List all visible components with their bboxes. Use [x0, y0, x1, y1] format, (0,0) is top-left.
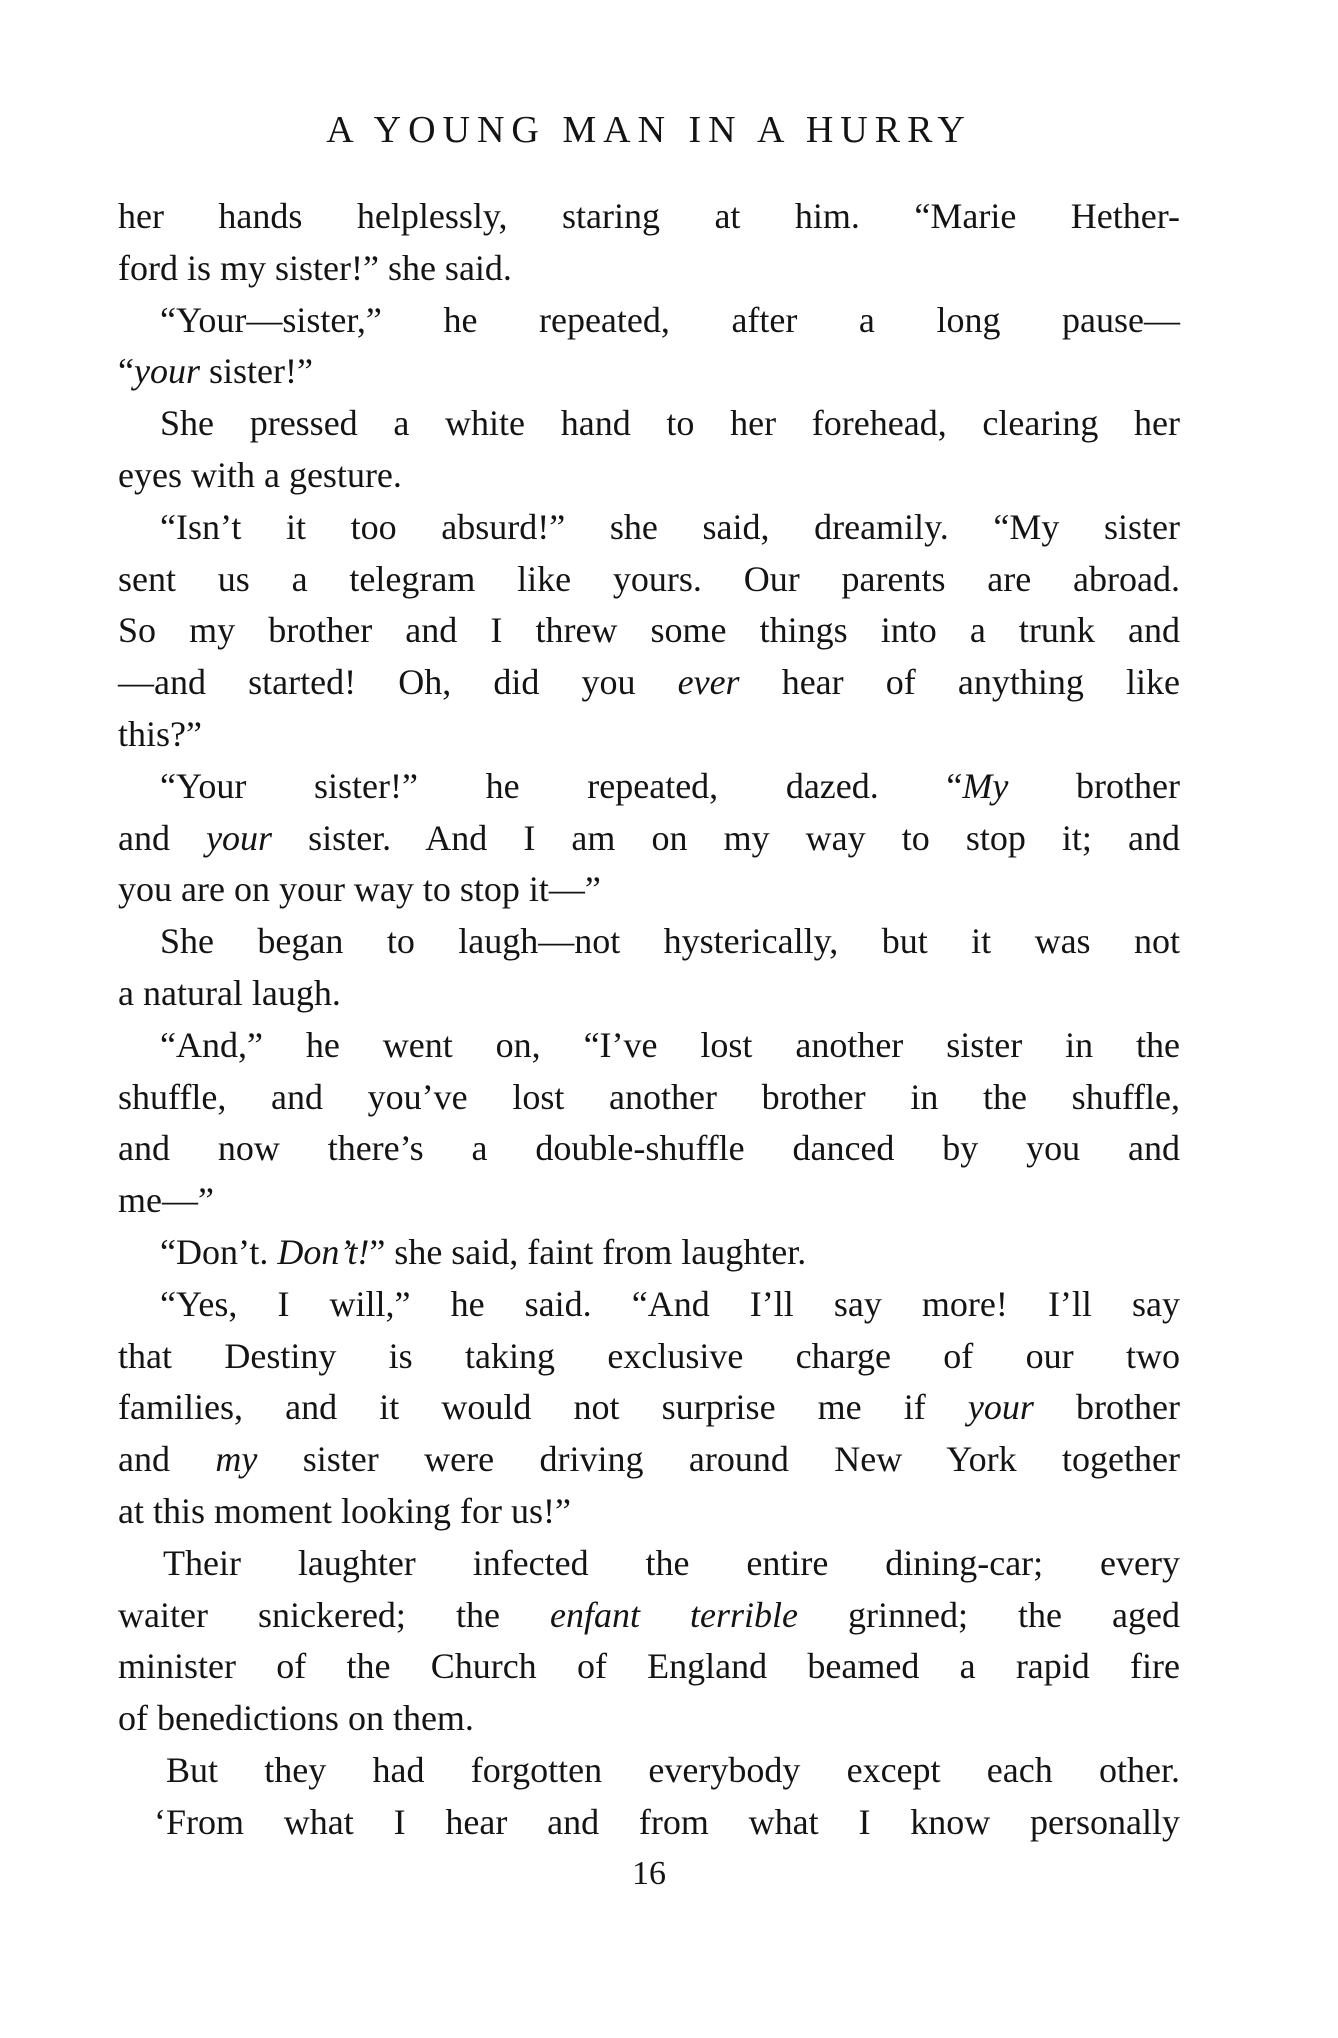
- text-line: She pressed a white hand to her forehead, clearing her: [160, 403, 1180, 444]
- text-line: you are on your way to stop it—”: [118, 869, 601, 910]
- text-line: ‘From what I hear and from what I know personally: [154, 1801, 1180, 1842]
- text-line: So my brother and I threw some things into a trunk and: [118, 610, 1180, 651]
- text-line: and your sister. And I am on my way to stop it; and: [118, 817, 1180, 858]
- text-line: her hands helplessly, staring at him. “Marie Hether-: [118, 196, 1180, 236]
- text-line: and my sister were driving around New York together: [118, 1439, 1180, 1480]
- text-line: “Your sister!” he repeated, dazed. “My brother: [160, 765, 1180, 806]
- text-line: waiter snickered; the enfant terrible grinned; the aged: [118, 1594, 1180, 1635]
- text-line: “Your—sister,” he repeated, after a long pause—: [160, 299, 1180, 340]
- text-line: that Destiny is taking exclusive charge of our two: [118, 1335, 1180, 1376]
- text-line: ford is my sister!” she said.: [118, 247, 512, 288]
- text-line: and now there’s a double-shuffle danced by you and: [118, 1128, 1180, 1169]
- text-line: at this moment looking for us!”: [118, 1490, 571, 1531]
- text-line: eyes with a gesture.: [118, 454, 402, 495]
- text-line: “Yes, I will,” he said. “And I’ll say more! I’ll say: [160, 1283, 1180, 1324]
- text-line: Their laughter infected the entire dining-car; every: [163, 1542, 1180, 1583]
- text-line: shuffle, and you’ve lost another brother in the shuffle,: [118, 1076, 1180, 1117]
- text-line: sent us a telegram like yours. Our parents are abroad.: [118, 558, 1180, 599]
- text-line: this?”: [118, 713, 202, 754]
- text-line: of benedictions on them.: [118, 1698, 474, 1739]
- running-head: A YOUNG MAN IN A HURRY: [326, 109, 972, 151]
- body-text: [118, 191, 1180, 1849]
- text-line: —and started! Oh, did you ever hear of anything like: [118, 662, 1180, 703]
- text-line: a natural laugh.: [118, 972, 341, 1013]
- text-line: minister of the Church of England beamed a rapid fire: [118, 1646, 1180, 1687]
- text-line: me—”: [118, 1180, 214, 1221]
- text-line: families, and it would not surprise me if your brother: [118, 1387, 1180, 1428]
- text-line: But they had forgotten everybody except each other.: [166, 1749, 1180, 1790]
- text-line: She began to laugh—not hysterically, but it was not: [160, 921, 1180, 962]
- text-line: “And,” he went on, “I’ve lost another sister in the: [160, 1024, 1180, 1065]
- text-line: “Don’t. Don’t!” she said, faint from laughter.: [160, 1231, 807, 1272]
- text-line: “your sister!”: [118, 351, 313, 392]
- text-line: “Isn’t it too absurd!” she said, dreamily. “My sister: [160, 506, 1180, 547]
- page-number: 16: [632, 1855, 666, 1892]
